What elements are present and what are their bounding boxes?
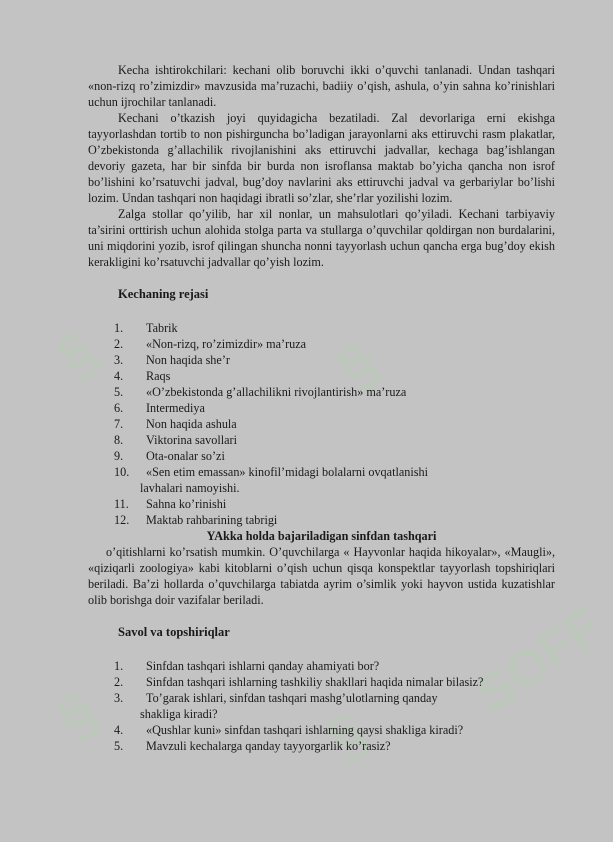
list-item: 2. «Non-rizq, ro’zimizdir» ma’ruza bbox=[114, 337, 307, 351]
paragraph: Zalga stollar qo’yilib, har xil nonlar, un mahsulotlari qo’yiladi. Kechani tarbiyaviy ta’sirini orttirish uchun alohida stolga parta va stullarga o’quvchilar qoldirgan non burdalarini, uni miqdorini yozib, isrof qilingan shuncha nonni tayyorlash uchun qancha erga bug’doy ekish kerakligini ko’rsatuvchi jadvallar qo’yish lozim. bbox=[88, 207, 555, 269]
list-item: 5. Mavzuli kechalarga qanday tayyorgarlik ko’rasiz? bbox=[114, 739, 391, 753]
list-item: 4. Raqs bbox=[114, 369, 171, 383]
watermark-logo: § bbox=[323, 327, 390, 402]
list-item: 7. Non haqida ashula bbox=[114, 417, 237, 431]
watermark-logo: SOFF bbox=[465, 596, 613, 724]
paragraph: Kecha ishtirokchilari: kechani olib boruvchi ikki o’quvchi tanlanadi. Undan tashqari «non-rizq ro’zimizdir» mavzusida ma’ruzachi, badiiy o’qish, ashula, o’yin sahna ko’rinishlari uchun ijrochilar tanlanadi. bbox=[88, 63, 555, 109]
list-item: 11. Sahna ko’rinishi bbox=[114, 497, 227, 511]
list-item: 8. Viktorina savollari bbox=[114, 433, 237, 447]
list-item: 4. «Qushlar kuni» sinfdan tashqari ishlarning qaysi shakliga kiradi? bbox=[114, 723, 464, 737]
list-item: 3. Non haqida she’r bbox=[114, 353, 230, 367]
plan-heading: Kechaning rejasi bbox=[118, 287, 209, 301]
questions-list bbox=[88, 658, 555, 754]
document-page bbox=[88, 62, 555, 754]
list-item: 2. Sinfdan tashqari ishlarning tashkiliy shakllari haqida nimalar bilasiz? bbox=[114, 675, 484, 689]
watermark-logo: § bbox=[43, 677, 110, 752]
list-item: 6. Intermediya bbox=[114, 401, 205, 415]
list-item: 12. Maktab rahbarining tabrigi bbox=[114, 513, 278, 527]
list-item: 5. «O’zbekistonda g’allachilikni rivojlantirish» ma’ruza bbox=[114, 385, 407, 399]
questions-heading: Savol va topshiriqlar bbox=[118, 625, 230, 639]
section-heading: YAkka holda bajariladigan sinfdan tashqari bbox=[206, 529, 437, 543]
watermark-logo: § bbox=[43, 317, 110, 392]
watermark-logo: § bbox=[313, 697, 380, 772]
paragraph: o’qitishlarni ko’rsatish mumkin. O’quvchilarga « Hayvonlar haqida hikoyalar», «Maugli», «qiziqarli zoologiya» kabi kitoblarni o’qish uchun qisqa konspektlar tayyorlash topshiriqlari beriladi. Ba’zi hollarda o’quvchilarga tabiatda ayrim o’simlik yoki hayvon ustida kuzatishlar olib borishga doir vazifalar beriladi. bbox=[88, 545, 555, 607]
paragraph: Kechani o’tkazish joyi quyidagicha bezatiladi. Zal devorlariga erni ekishga tayyorlashdan tortib to non pishirguncha bo’ladigan jarayonlarni aks ettiruvchi rasm plakatlar, O’zbekistonda g’allachilik rivojlanishini aks ettiruvchi jadvallar, kechaga bag’ishlangan devoriy gazeta, har bir sinfda bir burda non isroflansa maktab bo’yicha qancha non isrof bo’lishini ko’rsatuvchi jadval, bug’doy navlarini aks ettiruvchi jadval va gerbariylar bo’lishi lozim. Undan tashqari non haqidagi ibratli so’zlar, she’rlar yozilishi lozim. bbox=[88, 111, 555, 205]
list-item: 1. Sinfdan tashqari ishlarni qanday ahamiyati bor? bbox=[114, 659, 380, 673]
plan-list bbox=[88, 320, 555, 528]
list-item: 1. Tabrik bbox=[114, 321, 178, 335]
list-item: 3. To’garak ishlari, sinfdan tashqari mashg’ulotlarning qanday shakliga kiradi? bbox=[114, 691, 438, 721]
list-item: 10. «Sen etim emassan» kinofil’midagi bolalarni ovqatlanishi lavhalari namoyishi. bbox=[114, 465, 428, 495]
list-item: 9. Ota-onalar so’zi bbox=[114, 449, 225, 463]
